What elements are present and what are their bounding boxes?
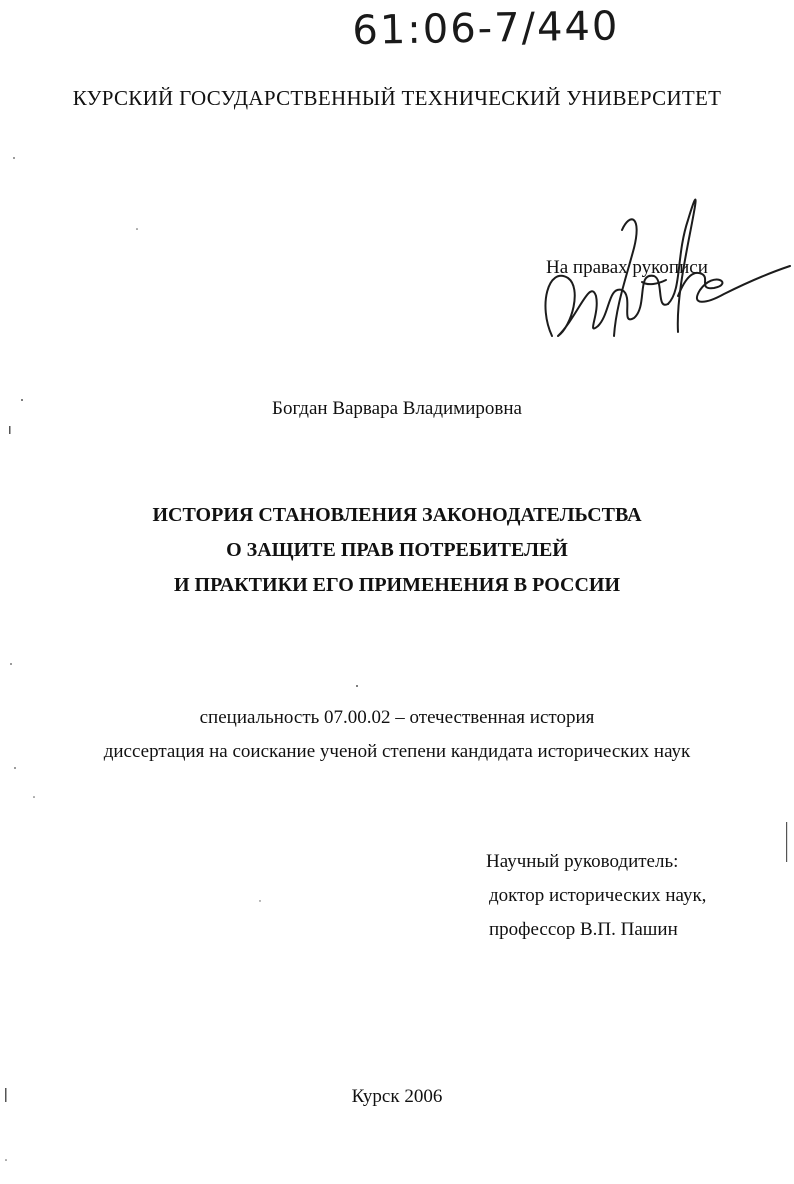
university-name: КУРСКИЙ ГОСУДАРСТВЕННЫЙ ТЕХНИЧЕСКИЙ УНИВЕРСИТЕТ bbox=[72, 86, 722, 110]
city-year: Курск 2006 bbox=[351, 1086, 443, 1107]
dissertation-title bbox=[0, 498, 794, 603]
archive-number-handwritten: 61:06-7/440 bbox=[352, 3, 620, 54]
specialty-line: специальность 07.00.02 – отечественная история bbox=[199, 707, 595, 728]
author-signature-icon bbox=[538, 186, 794, 348]
supervisor-name: профессор В.П. Пашин bbox=[489, 919, 678, 940]
degree-line: диссертация на соискание ученой степени кандидата исторических наук bbox=[103, 741, 691, 762]
supervisor-label: Научный руководитель: bbox=[486, 851, 679, 872]
title-line: О ЗАЩИТЕ ПРАВ ПОТРЕБИТЕЛЕЙ bbox=[226, 539, 568, 561]
supervisor-degree: доктор исторических наук, bbox=[489, 885, 707, 906]
title-line: И ПРАКТИКИ ЕГО ПРИМЕНЕНИЯ В РОССИИ bbox=[173, 574, 621, 596]
manuscript-note: На правах рукописи bbox=[546, 257, 708, 278]
author-name: Богдан Варвара Владимировна bbox=[272, 398, 522, 419]
supervisor-block bbox=[486, 845, 706, 947]
title-line: ИСТОРИЯ СТАНОВЛЕНИЯ ЗАКОНОДАТЕЛЬСТВА bbox=[152, 504, 642, 526]
